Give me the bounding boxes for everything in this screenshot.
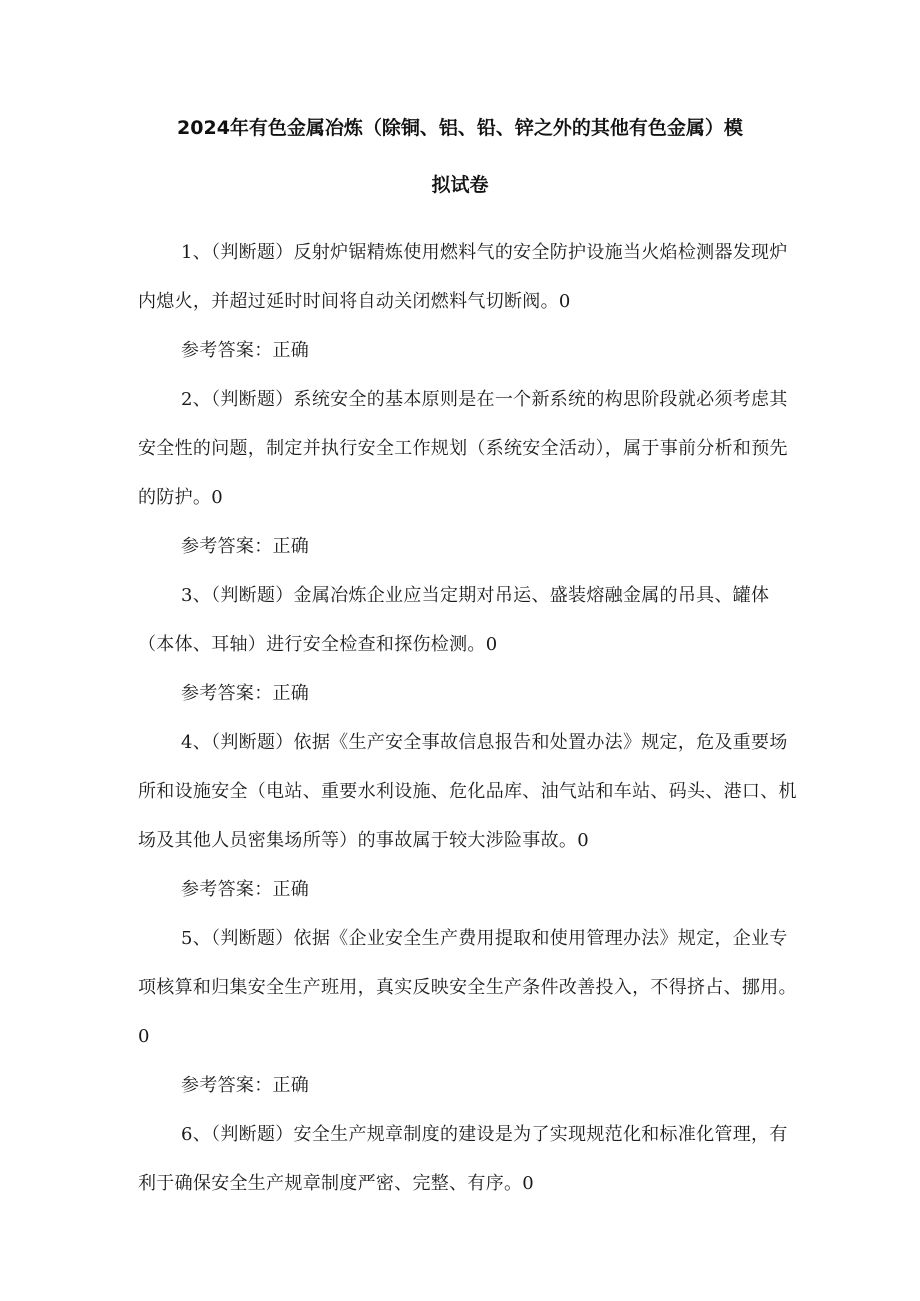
question-2-answer: 参考答案：正确 <box>181 536 310 557</box>
question-5-text: 5、（判断题）依据《企业安全生产费用提取和使用管理办法》规定，企业专项核算和归集安全生产班用，真实反映安全生产条件改善投入，不得挤占、挪用。0 <box>138 928 797 1047</box>
question-1-text: 1、（判断题）反射炉锯精炼使用燃料气的安全防护设施当火焰检测器发现炉内熄火，并超过延时时间将自动关闭燃料气切断阀。0 <box>138 242 788 312</box>
document-title-line-1: 2024年有色金属冶炼（除铜、铝、铅、锌之外的其他有色金属）模 <box>177 117 743 139</box>
question-4-answer: 参考答案：正确 <box>181 879 310 900</box>
question-list <box>138 228 798 1208</box>
question-6-text: 6、（判断题）安全生产规章制度的建设是为了实现规范化和标准化管理，有利于确保安全生产规章制度严密、完整、有序。0 <box>138 1124 788 1194</box>
question-3-answer: 参考答案：正确 <box>181 683 310 704</box>
document-title-line-2: 拟试卷 <box>431 174 489 196</box>
question-5-answer: 参考答案：正确 <box>181 1075 310 1096</box>
question-4-text: 4、（判断题）依据《生产安全事故信息报告和处置办法》规定，危及重要场所和设施安全（电站、重要水利设施、危化品库、油气站和车站、码头、港口、机场及其他人员密集场所等）的事故属于较大涉险事故。0 <box>138 732 797 851</box>
question-2-text: 2、（判断题）系统安全的基本原则是在一个新系统的构思阶段就必须考虑其安全性的问题，制定并执行安全工作规划（系统安全活动），属于事前分析和预先的防护。0 <box>138 389 788 508</box>
question-3-text: 3、（判断题）金属冶炼企业应当定期对吊运、盛装熔融金属的吊具、罐体（本体、耳轴）进行安全检查和探伤检测。0 <box>138 585 770 655</box>
question-1-answer: 参考答案：正确 <box>181 340 310 361</box>
